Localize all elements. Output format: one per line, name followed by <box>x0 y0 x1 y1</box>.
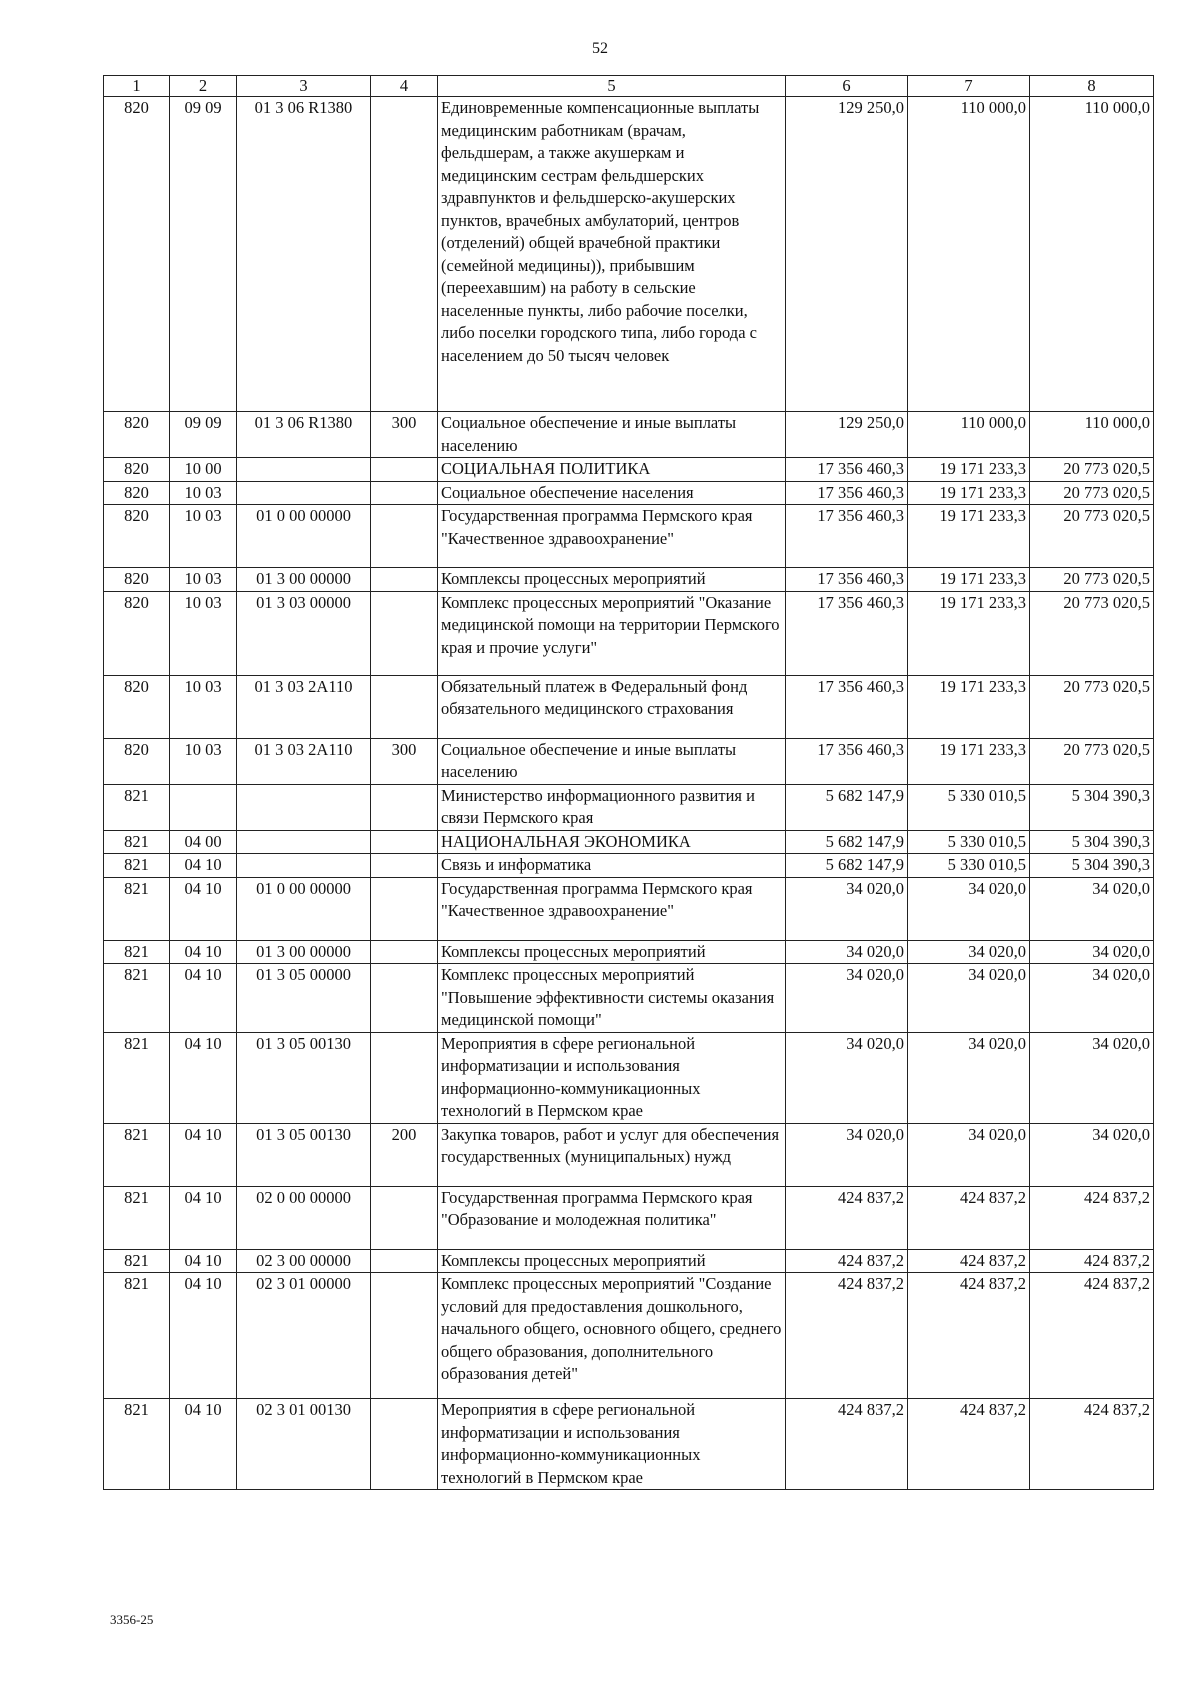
table-cell: 19 171 233,3 <box>908 505 1030 568</box>
table-cell: 04 10 <box>170 1399 237 1490</box>
budget-table <box>103 75 1154 1490</box>
table-cell: 04 10 <box>170 964 237 1033</box>
table-row <box>104 830 1154 854</box>
table-cell: 424 837,2 <box>908 1249 1030 1273</box>
table-row <box>104 675 1154 738</box>
table-row <box>104 1249 1154 1273</box>
table-cell: 04 10 <box>170 940 237 964</box>
table-cell: 09 09 <box>170 97 237 412</box>
table-cell: 300 <box>371 412 438 458</box>
table-row <box>104 568 1154 592</box>
table-cell: 34 020,0 <box>908 964 1030 1033</box>
table-cell: Социальное обеспечение и иные выплаты населению <box>438 412 786 458</box>
column-header: 3 <box>237 76 371 97</box>
table-cell: Комплексы процессных мероприятий <box>438 940 786 964</box>
table-cell: 10 03 <box>170 481 237 505</box>
table-cell: 820 <box>104 505 170 568</box>
table-cell <box>237 458 371 482</box>
table-cell: 110 000,0 <box>908 412 1030 458</box>
table-cell: 424 837,2 <box>1030 1399 1154 1490</box>
table-cell <box>371 940 438 964</box>
table-cell <box>371 97 438 412</box>
table-cell: 424 837,2 <box>1030 1273 1154 1399</box>
table-cell: 821 <box>104 964 170 1033</box>
table-cell: 820 <box>104 97 170 412</box>
table-cell: 19 171 233,3 <box>908 568 1030 592</box>
table-cell: 04 10 <box>170 854 237 878</box>
table-cell <box>371 1249 438 1273</box>
table-row <box>104 412 1154 458</box>
table-cell: 20 773 020,5 <box>1030 675 1154 738</box>
table-cell: 820 <box>104 568 170 592</box>
table-cell: 17 356 460,3 <box>786 458 908 482</box>
table-cell: 34 020,0 <box>908 877 1030 940</box>
document-code: 3356-25 <box>110 1612 154 1627</box>
table-cell: 19 171 233,3 <box>908 481 1030 505</box>
table-row <box>104 97 1154 412</box>
table-cell <box>371 1399 438 1490</box>
table-cell <box>237 854 371 878</box>
table-cell: 300 <box>371 738 438 784</box>
table-cell: 34 020,0 <box>908 1123 1030 1186</box>
table-cell: 110 000,0 <box>1030 97 1154 412</box>
table-cell: 5 682 147,9 <box>786 784 908 830</box>
table-cell: 821 <box>104 1273 170 1399</box>
table-cell: 5 330 010,5 <box>908 854 1030 878</box>
table-cell: 20 773 020,5 <box>1030 568 1154 592</box>
table-cell: 19 171 233,3 <box>908 458 1030 482</box>
table-cell <box>371 830 438 854</box>
column-header: 1 <box>104 76 170 97</box>
table-cell: СОЦИАЛЬНАЯ ПОЛИТИКА <box>438 458 786 482</box>
column-header: 6 <box>786 76 908 97</box>
table-row <box>104 1399 1154 1490</box>
table-cell: 10 03 <box>170 505 237 568</box>
table-cell: 200 <box>371 1123 438 1186</box>
table-cell: 17 356 460,3 <box>786 738 908 784</box>
table-cell: 424 837,2 <box>908 1273 1030 1399</box>
table-cell: Комплекс процессных мероприятий "Повышение эффективности системы оказания медицинской помощи" <box>438 964 786 1033</box>
table-cell: 424 837,2 <box>908 1399 1030 1490</box>
column-header: 7 <box>908 76 1030 97</box>
table-cell: 17 356 460,3 <box>786 568 908 592</box>
table-cell: 01 3 03 00000 <box>237 591 371 675</box>
table-cell: 34 020,0 <box>1030 940 1154 964</box>
table-cell: 820 <box>104 675 170 738</box>
table-cell: 110 000,0 <box>1030 412 1154 458</box>
table-cell: 02 0 00 00000 <box>237 1186 371 1249</box>
table-cell: 821 <box>104 1186 170 1249</box>
table-row <box>104 1123 1154 1186</box>
table-body <box>104 97 1154 1490</box>
table-cell <box>237 481 371 505</box>
table-cell: Единовременные компенсационные выплаты медицинским работникам (врачам, фельдшерам, а также акушеркам и медицинским сестрам фельдшерских здравпунктов и фельдшерско-акушерских пунктов, врачебных амбулаторий, центров (отделений) общей врачебной практики (семейной медицины)), прибывшим (переехавшим) на работу в сельские населенные пункты, либо рабочие поселки, либо поселки городского типа, либо города с населением до 50 тысяч человек <box>438 97 786 412</box>
table-cell: Государственная программа Пермского края "Качественное здравоохранение" <box>438 877 786 940</box>
table-row <box>104 784 1154 830</box>
table-cell: 424 837,2 <box>1030 1249 1154 1273</box>
table-cell: 04 00 <box>170 830 237 854</box>
table-row <box>104 940 1154 964</box>
table-cell: 01 3 05 00130 <box>237 1032 371 1123</box>
table-cell: 110 000,0 <box>908 97 1030 412</box>
table-cell: 17 356 460,3 <box>786 591 908 675</box>
table-cell: 01 3 03 2А110 <box>237 675 371 738</box>
table-cell: 821 <box>104 1249 170 1273</box>
table-cell: 20 773 020,5 <box>1030 591 1154 675</box>
table-cell <box>371 1032 438 1123</box>
table-cell <box>371 1186 438 1249</box>
table-cell: 34 020,0 <box>786 877 908 940</box>
table-cell: 04 10 <box>170 1123 237 1186</box>
table-cell: Связь и информатика <box>438 854 786 878</box>
table-cell: 04 10 <box>170 1249 237 1273</box>
table-cell: 01 3 03 2А110 <box>237 738 371 784</box>
table-cell: 19 171 233,3 <box>908 675 1030 738</box>
table-cell <box>371 505 438 568</box>
table-cell <box>371 481 438 505</box>
table-cell: 5 330 010,5 <box>908 830 1030 854</box>
table-cell: 34 020,0 <box>786 940 908 964</box>
table-cell: 820 <box>104 591 170 675</box>
column-header: 8 <box>1030 76 1154 97</box>
table-cell: Комплексы процессных мероприятий <box>438 1249 786 1273</box>
table-cell: 34 020,0 <box>786 1123 908 1186</box>
table-cell: 34 020,0 <box>908 1032 1030 1123</box>
table-row <box>104 854 1154 878</box>
table-cell: 820 <box>104 458 170 482</box>
table-cell: 01 3 00 00000 <box>237 568 371 592</box>
table-cell: 5 304 390,3 <box>1030 854 1154 878</box>
table-cell <box>237 784 371 830</box>
table-cell: 5 304 390,3 <box>1030 830 1154 854</box>
table-cell <box>371 784 438 830</box>
table-cell: 424 837,2 <box>786 1399 908 1490</box>
table-cell: 20 773 020,5 <box>1030 481 1154 505</box>
table-cell: Министерство информационного развития и связи Пермского края <box>438 784 786 830</box>
table-cell: 02 3 01 00130 <box>237 1399 371 1490</box>
table-cell <box>170 784 237 830</box>
table-cell: 424 837,2 <box>1030 1186 1154 1249</box>
table-cell <box>237 830 371 854</box>
table-cell: 04 10 <box>170 877 237 940</box>
table-cell: 04 10 <box>170 1186 237 1249</box>
table-cell: 821 <box>104 784 170 830</box>
table-row <box>104 964 1154 1033</box>
table-cell: 821 <box>104 940 170 964</box>
table-cell: Социальное обеспечение населения <box>438 481 786 505</box>
column-header: 5 <box>438 76 786 97</box>
table-cell: 129 250,0 <box>786 97 908 412</box>
table-row <box>104 591 1154 675</box>
table-cell <box>371 964 438 1033</box>
table-cell: 19 171 233,3 <box>908 738 1030 784</box>
budget-table-container <box>103 75 1153 1490</box>
table-cell: 17 356 460,3 <box>786 505 908 568</box>
table-cell: 10 03 <box>170 675 237 738</box>
table-cell: 01 0 00 00000 <box>237 505 371 568</box>
table-cell: 821 <box>104 1032 170 1123</box>
table-cell: 01 3 05 00130 <box>237 1123 371 1186</box>
table-cell: 10 03 <box>170 738 237 784</box>
table-cell: Государственная программа Пермского края "Качественное здравоохранение" <box>438 505 786 568</box>
table-cell: 02 3 00 00000 <box>237 1249 371 1273</box>
table-cell <box>371 854 438 878</box>
table-cell: 129 250,0 <box>786 412 908 458</box>
table-cell: 34 020,0 <box>1030 964 1154 1033</box>
table-cell: 04 10 <box>170 1273 237 1399</box>
table-cell: 5 304 390,3 <box>1030 784 1154 830</box>
table-cell: Государственная программа Пермского края "Образование и молодежная политика" <box>438 1186 786 1249</box>
table-cell <box>371 877 438 940</box>
table-cell: 17 356 460,3 <box>786 675 908 738</box>
table-cell: 5 682 147,9 <box>786 830 908 854</box>
column-header: 2 <box>170 76 237 97</box>
table-cell: 821 <box>104 1123 170 1186</box>
table-cell: 821 <box>104 830 170 854</box>
table-cell: 34 020,0 <box>1030 877 1154 940</box>
table-cell: Комплекс процессных мероприятий "Оказание медицинской помощи на территории Пермского края и прочие услуги" <box>438 591 786 675</box>
table-cell: Мероприятия в сфере региональной информатизации и использования информационно-коммуникационных технологий в Пермском крае <box>438 1032 786 1123</box>
table-cell: 34 020,0 <box>786 1032 908 1123</box>
table-cell: 424 837,2 <box>908 1186 1030 1249</box>
table-cell <box>371 591 438 675</box>
column-header: 4 <box>371 76 438 97</box>
table-cell: Комплексы процессных мероприятий <box>438 568 786 592</box>
table-row <box>104 481 1154 505</box>
table-cell: 20 773 020,5 <box>1030 738 1154 784</box>
page-number: 52 <box>592 40 608 57</box>
table-cell: 424 837,2 <box>786 1186 908 1249</box>
table-cell: Обязательный платеж в Федеральный фонд обязательного медицинского страхования <box>438 675 786 738</box>
table-cell: 821 <box>104 854 170 878</box>
table-cell: 20 773 020,5 <box>1030 505 1154 568</box>
table-cell: 10 03 <box>170 591 237 675</box>
table-cell: 01 3 05 00000 <box>237 964 371 1033</box>
table-cell: 01 0 00 00000 <box>237 877 371 940</box>
table-cell <box>371 458 438 482</box>
table-cell: 19 171 233,3 <box>908 591 1030 675</box>
table-row <box>104 1273 1154 1399</box>
table-cell: 34 020,0 <box>908 940 1030 964</box>
table-cell: Мероприятия в сфере региональной информатизации и использования информационно-коммуникационных технологий в Пермском крае <box>438 1399 786 1490</box>
table-cell: 424 837,2 <box>786 1249 908 1273</box>
table-row <box>104 877 1154 940</box>
table-cell: 01 3 00 00000 <box>237 940 371 964</box>
table-cell: 04 10 <box>170 1032 237 1123</box>
table-cell: 10 00 <box>170 458 237 482</box>
table-row <box>104 1032 1154 1123</box>
table-cell: 820 <box>104 738 170 784</box>
table-cell: 02 3 01 00000 <box>237 1273 371 1399</box>
table-row <box>104 1186 1154 1249</box>
table-cell: 821 <box>104 1399 170 1490</box>
column-number-header <box>104 76 1154 97</box>
table-cell: Комплекс процессных мероприятий "Создание условий для предоставления дошкольного, начального общего, основного общего, среднего общего образования, дополнительного образования детей" <box>438 1273 786 1399</box>
table-cell: Закупка товаров, работ и услуг для обеспечения государственных (муниципальных) нужд <box>438 1123 786 1186</box>
table-cell: 09 09 <box>170 412 237 458</box>
table-cell <box>371 675 438 738</box>
table-cell: 10 03 <box>170 568 237 592</box>
table-cell <box>371 1273 438 1399</box>
table-cell: НАЦИОНАЛЬНАЯ ЭКОНОМИКА <box>438 830 786 854</box>
table-row <box>104 738 1154 784</box>
table-cell: 01 3 06 R1380 <box>237 412 371 458</box>
table-row <box>104 458 1154 482</box>
table-cell: 20 773 020,5 <box>1030 458 1154 482</box>
table-cell: 17 356 460,3 <box>786 481 908 505</box>
table-cell: 820 <box>104 481 170 505</box>
table-row <box>104 505 1154 568</box>
table-cell: 5 330 010,5 <box>908 784 1030 830</box>
table-cell: 34 020,0 <box>1030 1123 1154 1186</box>
table-cell: 820 <box>104 412 170 458</box>
table-cell: 34 020,0 <box>1030 1032 1154 1123</box>
table-cell: 821 <box>104 877 170 940</box>
table-cell: 01 3 06 R1380 <box>237 97 371 412</box>
table-cell: 34 020,0 <box>786 964 908 1033</box>
table-cell: Социальное обеспечение и иные выплаты населению <box>438 738 786 784</box>
table-cell: 424 837,2 <box>786 1273 908 1399</box>
table-cell <box>371 568 438 592</box>
table-cell: 5 682 147,9 <box>786 854 908 878</box>
